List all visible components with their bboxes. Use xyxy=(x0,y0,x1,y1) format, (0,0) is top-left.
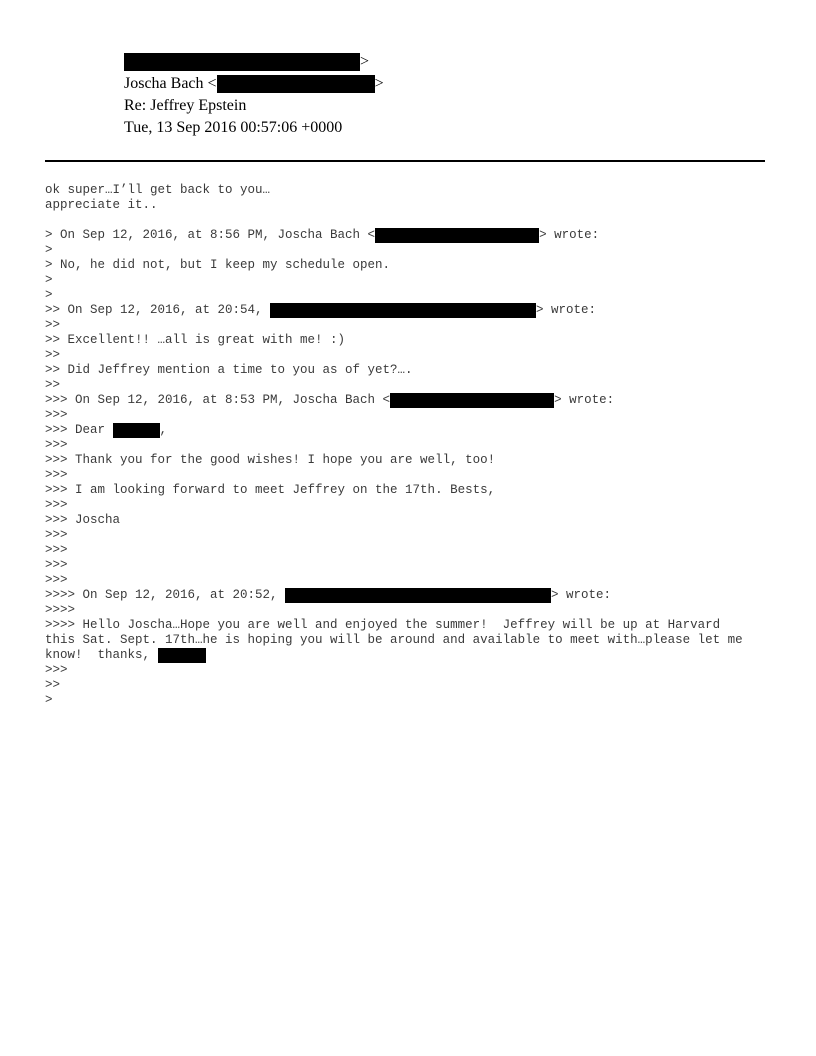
body-line: >> Excellent!! …all is great with me! :) xyxy=(45,333,346,347)
body-line: >>> xyxy=(45,498,68,512)
quote-header-suffix: > wrote: xyxy=(539,228,600,242)
body-line: > xyxy=(45,693,53,707)
to-name: Joscha Bach < xyxy=(124,75,217,92)
quote-header-text: >>> On Sep 12, 2016, at 8:53 PM, Joscha Bach < xyxy=(45,393,391,407)
quote-header-text: >> On Sep 12, 2016, at 20:54, xyxy=(45,303,271,317)
body-line: >>>> Hello Joscha…Hope you are well and enjoyed the summer! Jeffrey will be up at Harvard xyxy=(45,618,721,632)
signoff-text: know! thanks, xyxy=(45,648,158,662)
to-value xyxy=(124,74,384,94)
redaction-box xyxy=(113,423,160,438)
body-line: >>> xyxy=(45,543,68,557)
body-line: ok super…I’ll get back to you… xyxy=(45,183,271,197)
subject-value: Re: Jeffrey Epstein xyxy=(124,97,247,114)
to-suffix: > xyxy=(374,75,384,92)
body-line: >>>> xyxy=(45,603,76,617)
date-value: Tue, 13 Sep 2016 00:57:06 +0000 xyxy=(124,119,343,136)
greeting-line xyxy=(45,423,785,438)
quote-header-text: >>>> On Sep 12, 2016, at 20:52, xyxy=(45,588,286,602)
quote-header-text: > On Sep 12, 2016, at 8:56 PM, Joscha Bach < xyxy=(45,228,376,242)
body-line: appreciate it.. xyxy=(45,198,158,212)
body-line: >>> Thank you for the good wishes! I hope you are well, too! xyxy=(45,453,496,467)
redaction-box xyxy=(375,228,539,243)
body-line: >> xyxy=(45,378,61,392)
quote-header-suffix: > wrote: xyxy=(536,303,597,317)
body-line xyxy=(45,213,785,228)
message-body xyxy=(45,183,785,708)
redaction-box xyxy=(124,53,360,71)
quote-header-line xyxy=(45,228,785,243)
quote-header-line xyxy=(45,393,785,408)
signoff-line xyxy=(45,648,785,663)
greeting-suffix: , xyxy=(159,423,168,437)
body-line: this Sat. Sept. 17th…he is hoping you will be around and available to meet with…please let me xyxy=(45,633,743,647)
body-line: >> xyxy=(45,318,61,332)
greeting-text: >>> Dear xyxy=(45,423,113,437)
header-divider xyxy=(45,160,765,162)
quote-header-line xyxy=(45,588,785,603)
redaction-box xyxy=(285,588,551,603)
body-line: >>> I am looking forward to meet Jeffrey on the 17th. Bests, xyxy=(45,483,496,497)
body-line: >>> xyxy=(45,528,68,542)
body-line: >>> xyxy=(45,573,68,587)
body-line: > xyxy=(45,243,53,257)
quote-header-suffix: > wrote: xyxy=(554,393,615,407)
body-line: > xyxy=(45,273,53,287)
body-line: > No, he did not, but I keep my schedule open. xyxy=(45,258,391,272)
redaction-box xyxy=(158,648,206,663)
redaction-box xyxy=(217,75,375,93)
redaction-box xyxy=(270,303,536,318)
body-line: >> xyxy=(45,678,61,692)
body-line: >>> xyxy=(45,663,68,677)
body-line: >> xyxy=(45,348,61,362)
quote-header-suffix: > wrote: xyxy=(551,588,612,602)
redaction-box xyxy=(390,393,554,408)
quote-header-line xyxy=(45,303,785,318)
from-suffix: > xyxy=(360,53,370,70)
body-line: >>> xyxy=(45,408,68,422)
body-line: >>> Joscha xyxy=(45,513,121,527)
body-line: >>> xyxy=(45,468,68,482)
body-line: >>> xyxy=(45,558,68,572)
body-line: >>> xyxy=(45,438,68,452)
from-value xyxy=(124,52,369,72)
body-line: >> Did Jeffrey mention a time to you as of yet?…. xyxy=(45,363,413,377)
body-line: > xyxy=(45,288,53,302)
